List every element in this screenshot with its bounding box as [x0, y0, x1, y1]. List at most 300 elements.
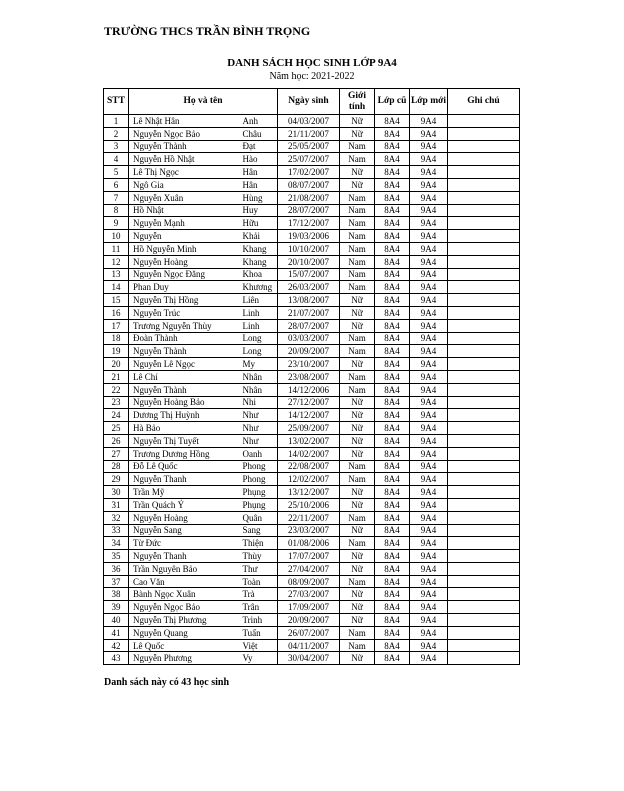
cell-stt: 18 — [104, 332, 129, 345]
cell-old-class: 8A4 — [375, 294, 410, 307]
cell-note — [448, 178, 520, 191]
header-name: Họ và tên — [129, 89, 278, 115]
cell-surname: Nguyễn Ngọc Bảo — [129, 127, 241, 140]
cell-note — [448, 191, 520, 204]
cell-dob: 13/08/2007 — [278, 294, 340, 307]
cell-new-class: 9A4 — [410, 486, 448, 499]
cell-surname: Hà Bảo — [129, 422, 241, 435]
cell-surname: Nguyễn Thanh — [129, 473, 241, 486]
cell-note — [448, 460, 520, 473]
table-row — [104, 498, 520, 511]
cell-dob: 25/10/2006 — [278, 498, 340, 511]
cell-dob: 14/12/2007 — [278, 409, 340, 422]
cell-surname: Dương Thị Huỳnh — [129, 409, 241, 422]
cell-old-class: 8A4 — [375, 601, 410, 614]
cell-new-class: 9A4 — [410, 652, 448, 665]
header-new-class: Lớp mới — [410, 89, 448, 115]
cell-old-class: 8A4 — [375, 486, 410, 499]
cell-dob: 08/09/2007 — [278, 575, 340, 588]
cell-note — [448, 550, 520, 563]
cell-old-class: 8A4 — [375, 588, 410, 601]
cell-stt: 4 — [104, 153, 129, 166]
cell-dob: 22/11/2007 — [278, 511, 340, 524]
cell-gender: Nam — [340, 153, 375, 166]
cell-old-class: 8A4 — [375, 281, 410, 294]
cell-given-name: Việt — [241, 639, 278, 652]
cell-new-class: 9A4 — [410, 588, 448, 601]
cell-gender: Nam — [340, 511, 375, 524]
cell-stt: 12 — [104, 255, 129, 268]
table-row — [104, 486, 520, 499]
cell-gender: Nam — [340, 230, 375, 243]
cell-dob: 23/10/2007 — [278, 358, 340, 371]
cell-given-name: Nhi — [241, 396, 278, 409]
table-row — [104, 115, 520, 128]
cell-surname: Trương Nguyễn Thùy — [129, 319, 241, 332]
cell-surname: Cao Văn — [129, 575, 241, 588]
cell-gender: Nam — [340, 460, 375, 473]
header-gender: Giới tính — [340, 89, 375, 115]
cell-gender: Nữ — [340, 115, 375, 128]
cell-surname: Đoàn Thành — [129, 332, 241, 345]
cell-given-name: Sang — [241, 524, 278, 537]
cell-dob: 14/02/2007 — [278, 447, 340, 460]
table-row — [104, 319, 520, 332]
cell-note — [448, 268, 520, 281]
cell-surname: Lê Nhật Hân — [129, 115, 241, 128]
cell-dob: 28/07/2007 — [278, 319, 340, 332]
cell-stt: 11 — [104, 242, 129, 255]
cell-gender: Nữ — [340, 358, 375, 371]
cell-note — [448, 575, 520, 588]
table-row — [104, 626, 520, 639]
cell-given-name: Tuấn — [241, 626, 278, 639]
cell-gender: Nam — [340, 370, 375, 383]
table-row — [104, 652, 520, 665]
cell-note — [448, 153, 520, 166]
cell-stt: 41 — [104, 626, 129, 639]
cell-old-class: 8A4 — [375, 511, 410, 524]
cell-given-name: Châu — [241, 127, 278, 140]
cell-old-class: 8A4 — [375, 153, 410, 166]
cell-note — [448, 230, 520, 243]
cell-dob: 21/11/2007 — [278, 127, 340, 140]
cell-dob: 04/03/2007 — [278, 115, 340, 128]
cell-stt: 13 — [104, 268, 129, 281]
cell-new-class: 9A4 — [410, 396, 448, 409]
student-table — [103, 88, 520, 665]
header-old-class: Lớp cũ — [375, 89, 410, 115]
table-row — [104, 204, 520, 217]
cell-old-class: 8A4 — [375, 358, 410, 371]
cell-note — [448, 434, 520, 447]
cell-stt: 27 — [104, 447, 129, 460]
cell-gender: Nam — [340, 217, 375, 230]
cell-stt: 8 — [104, 204, 129, 217]
cell-surname: Nguyễn Hoàng — [129, 255, 241, 268]
cell-surname: Từ Đức — [129, 537, 241, 550]
table-row — [104, 588, 520, 601]
cell-dob: 04/11/2007 — [278, 639, 340, 652]
cell-given-name: Nhân — [241, 370, 278, 383]
cell-note — [448, 140, 520, 153]
school-year: Năm học: 2021-2022 — [269, 71, 355, 82]
cell-stt: 9 — [104, 217, 129, 230]
cell-new-class: 9A4 — [410, 409, 448, 422]
cell-gender: Nam — [340, 383, 375, 396]
table-row — [104, 140, 520, 153]
cell-gender: Nữ — [340, 486, 375, 499]
cell-old-class: 8A4 — [375, 460, 410, 473]
cell-given-name: Thùy — [241, 550, 278, 563]
cell-dob: 19/03/2006 — [278, 230, 340, 243]
cell-stt: 42 — [104, 639, 129, 652]
cell-dob: 13/12/2007 — [278, 486, 340, 499]
cell-dob: 28/07/2007 — [278, 204, 340, 217]
cell-given-name: Hào — [241, 153, 278, 166]
cell-note — [448, 447, 520, 460]
cell-note — [448, 562, 520, 575]
cell-old-class: 8A4 — [375, 562, 410, 575]
cell-old-class: 8A4 — [375, 434, 410, 447]
cell-new-class: 9A4 — [410, 281, 448, 294]
cell-given-name: Long — [241, 345, 278, 358]
document-title: DANH SÁCH HỌC SINH LỚP 9A4 — [227, 57, 397, 69]
cell-given-name: My — [241, 358, 278, 371]
cell-surname: Nguyễn Hoàng — [129, 511, 241, 524]
cell-note — [448, 306, 520, 319]
cell-note — [448, 511, 520, 524]
cell-note — [448, 422, 520, 435]
cell-surname: Nguyễn Ngọc Đăng — [129, 268, 241, 281]
cell-stt: 20 — [104, 358, 129, 371]
cell-new-class: 9A4 — [410, 575, 448, 588]
cell-gender: Nữ — [340, 178, 375, 191]
cell-surname: Nguyễn Xuân — [129, 191, 241, 204]
cell-given-name: Khương — [241, 281, 278, 294]
cell-new-class: 9A4 — [410, 178, 448, 191]
cell-given-name: Hữu — [241, 217, 278, 230]
cell-note — [448, 166, 520, 179]
cell-dob: 15/07/2007 — [278, 268, 340, 281]
cell-gender: Nữ — [340, 127, 375, 140]
cell-surname: Nguyễn Thị Tuyết — [129, 434, 241, 447]
cell-given-name: Đạt — [241, 140, 278, 153]
cell-old-class: 8A4 — [375, 127, 410, 140]
cell-gender: Nữ — [340, 422, 375, 435]
cell-new-class: 9A4 — [410, 537, 448, 550]
table-row — [104, 178, 520, 191]
cell-new-class: 9A4 — [410, 115, 448, 128]
cell-stt: 37 — [104, 575, 129, 588]
cell-given-name: Hân — [241, 166, 278, 179]
cell-dob: 20/09/2007 — [278, 614, 340, 627]
cell-note — [448, 242, 520, 255]
footer-summary: Danh sách này có 43 học sinh — [104, 677, 230, 688]
cell-old-class: 8A4 — [375, 217, 410, 230]
cell-given-name: Linh — [241, 306, 278, 319]
table-row — [104, 550, 520, 563]
cell-given-name: Oanh — [241, 447, 278, 460]
cell-note — [448, 255, 520, 268]
cell-stt: 7 — [104, 191, 129, 204]
cell-given-name: Phụng — [241, 486, 278, 499]
cell-gender: Nữ — [340, 166, 375, 179]
cell-gender: Nữ — [340, 396, 375, 409]
cell-dob: 12/02/2007 — [278, 473, 340, 486]
table-row — [104, 306, 520, 319]
cell-gender: Nữ — [340, 306, 375, 319]
cell-given-name: Huy — [241, 204, 278, 217]
cell-note — [448, 294, 520, 307]
cell-new-class: 9A4 — [410, 498, 448, 511]
cell-new-class: 9A4 — [410, 230, 448, 243]
cell-note — [448, 345, 520, 358]
cell-given-name: Phong — [241, 460, 278, 473]
cell-given-name: Khoa — [241, 268, 278, 281]
cell-stt: 22 — [104, 383, 129, 396]
cell-old-class: 8A4 — [375, 614, 410, 627]
table-row — [104, 409, 520, 422]
cell-gender: Nữ — [340, 601, 375, 614]
cell-dob: 23/08/2007 — [278, 370, 340, 383]
cell-note — [448, 204, 520, 217]
cell-gender: Nam — [340, 242, 375, 255]
cell-stt: 38 — [104, 588, 129, 601]
header-dob: Ngày sinh — [278, 89, 340, 115]
cell-old-class: 8A4 — [375, 409, 410, 422]
cell-given-name: Trinh — [241, 614, 278, 627]
cell-gender: Nam — [340, 140, 375, 153]
cell-gender: Nữ — [340, 550, 375, 563]
cell-note — [448, 486, 520, 499]
cell-gender: Nữ — [340, 498, 375, 511]
cell-new-class: 9A4 — [410, 294, 448, 307]
table-row — [104, 460, 520, 473]
cell-gender: Nam — [340, 268, 375, 281]
cell-dob: 27/04/2007 — [278, 562, 340, 575]
cell-surname: Bành Ngọc Xuân — [129, 588, 241, 601]
cell-surname: Nguyễn Mạnh — [129, 217, 241, 230]
cell-stt: 16 — [104, 306, 129, 319]
cell-stt: 28 — [104, 460, 129, 473]
cell-stt: 24 — [104, 409, 129, 422]
cell-stt: 43 — [104, 652, 129, 665]
cell-old-class: 8A4 — [375, 140, 410, 153]
cell-surname: Trần Quách Ý — [129, 498, 241, 511]
cell-given-name: Như — [241, 422, 278, 435]
cell-gender: Nam — [340, 575, 375, 588]
cell-new-class: 9A4 — [410, 140, 448, 153]
cell-stt: 19 — [104, 345, 129, 358]
cell-old-class: 8A4 — [375, 230, 410, 243]
cell-surname: Nguyễn Thành — [129, 140, 241, 153]
table-row — [104, 294, 520, 307]
cell-surname: Nguyễn Phương — [129, 652, 241, 665]
cell-given-name: Hùng — [241, 191, 278, 204]
cell-stt: 3 — [104, 140, 129, 153]
cell-given-name: Khang — [241, 242, 278, 255]
table-row — [104, 383, 520, 396]
cell-note — [448, 473, 520, 486]
cell-note — [448, 319, 520, 332]
cell-gender: Nữ — [340, 409, 375, 422]
cell-surname: Lê Chí — [129, 370, 241, 383]
cell-dob: 26/03/2007 — [278, 281, 340, 294]
cell-given-name: Trà — [241, 588, 278, 601]
header-note: Ghi chú — [448, 89, 520, 115]
cell-old-class: 8A4 — [375, 178, 410, 191]
table-row — [104, 242, 520, 255]
cell-note — [448, 358, 520, 371]
cell-surname: Đỗ Lê Quốc — [129, 460, 241, 473]
cell-stt: 39 — [104, 601, 129, 614]
cell-dob: 21/07/2007 — [278, 306, 340, 319]
cell-surname: Nguyễn — [129, 230, 241, 243]
cell-stt: 17 — [104, 319, 129, 332]
cell-given-name: Thiện — [241, 537, 278, 550]
cell-surname: Nguyễn Hoàng Bảo — [129, 396, 241, 409]
cell-dob: 25/07/2007 — [278, 153, 340, 166]
cell-dob: 13/02/2007 — [278, 434, 340, 447]
cell-surname: Trần Mỹ — [129, 486, 241, 499]
cell-new-class: 9A4 — [410, 306, 448, 319]
cell-gender: Nữ — [340, 588, 375, 601]
cell-given-name: Thư — [241, 562, 278, 575]
cell-gender: Nam — [340, 204, 375, 217]
cell-new-class: 9A4 — [410, 447, 448, 460]
cell-stt: 10 — [104, 230, 129, 243]
cell-old-class: 8A4 — [375, 255, 410, 268]
cell-new-class: 9A4 — [410, 601, 448, 614]
cell-note — [448, 115, 520, 128]
table-row — [104, 255, 520, 268]
cell-gender: Nữ — [340, 319, 375, 332]
cell-surname: Lê Quốc — [129, 639, 241, 652]
cell-surname: Nguyễn Thị Hồng — [129, 294, 241, 307]
cell-dob: 30/04/2007 — [278, 652, 340, 665]
cell-new-class: 9A4 — [410, 217, 448, 230]
cell-new-class: 9A4 — [410, 524, 448, 537]
cell-new-class: 9A4 — [410, 153, 448, 166]
cell-old-class: 8A4 — [375, 473, 410, 486]
cell-dob: 01/08/2006 — [278, 537, 340, 550]
cell-new-class: 9A4 — [410, 422, 448, 435]
cell-dob: 27/12/2007 — [278, 396, 340, 409]
cell-surname: Nguyễn Thành — [129, 345, 241, 358]
cell-surname: Nguyễn Thị Phương — [129, 614, 241, 627]
table-row — [104, 447, 520, 460]
cell-new-class: 9A4 — [410, 127, 448, 140]
cell-gender: Nữ — [340, 614, 375, 627]
cell-old-class: 8A4 — [375, 332, 410, 345]
cell-stt: 32 — [104, 511, 129, 524]
cell-stt: 2 — [104, 127, 129, 140]
cell-old-class: 8A4 — [375, 166, 410, 179]
cell-note — [448, 370, 520, 383]
cell-given-name: Như — [241, 434, 278, 447]
cell-given-name: Liên — [241, 294, 278, 307]
cell-gender: Nam — [340, 345, 375, 358]
cell-old-class: 8A4 — [375, 422, 410, 435]
cell-note — [448, 652, 520, 665]
cell-note — [448, 409, 520, 422]
table-row — [104, 332, 520, 345]
cell-stt: 6 — [104, 178, 129, 191]
cell-given-name: Như — [241, 409, 278, 422]
cell-note — [448, 396, 520, 409]
cell-given-name: Linh — [241, 319, 278, 332]
cell-surname: Phan Duy — [129, 281, 241, 294]
cell-stt: 29 — [104, 473, 129, 486]
school-name: TRƯỜNG THCS TRẦN BÌNH TRỌNG — [104, 24, 311, 38]
cell-given-name: Anh — [241, 115, 278, 128]
cell-surname: Nguyễn Quang — [129, 626, 241, 639]
cell-new-class: 9A4 — [410, 242, 448, 255]
cell-old-class: 8A4 — [375, 306, 410, 319]
table-row — [104, 191, 520, 204]
cell-gender: Nam — [340, 639, 375, 652]
cell-new-class: 9A4 — [410, 639, 448, 652]
cell-surname: Nguyễn Lê Ngọc — [129, 358, 241, 371]
table-row — [104, 230, 520, 243]
cell-old-class: 8A4 — [375, 498, 410, 511]
table-row — [104, 511, 520, 524]
cell-dob: 17/07/2007 — [278, 550, 340, 563]
cell-new-class: 9A4 — [410, 460, 448, 473]
cell-new-class: 9A4 — [410, 268, 448, 281]
cell-old-class: 8A4 — [375, 383, 410, 396]
table-row — [104, 537, 520, 550]
cell-new-class: 9A4 — [410, 191, 448, 204]
table-row — [104, 281, 520, 294]
cell-old-class: 8A4 — [375, 370, 410, 383]
cell-given-name: Hân — [241, 178, 278, 191]
cell-new-class: 9A4 — [410, 345, 448, 358]
cell-stt: 1 — [104, 115, 129, 128]
cell-note — [448, 614, 520, 627]
cell-note — [448, 639, 520, 652]
cell-new-class: 9A4 — [410, 383, 448, 396]
table-row — [104, 166, 520, 179]
cell-dob: 03/03/2007 — [278, 332, 340, 345]
table-row — [104, 562, 520, 575]
cell-surname: Lê Thị Ngọc — [129, 166, 241, 179]
cell-given-name: Trân — [241, 601, 278, 614]
cell-dob: 08/07/2007 — [278, 178, 340, 191]
cell-gender: Nữ — [340, 447, 375, 460]
cell-note — [448, 332, 520, 345]
cell-new-class: 9A4 — [410, 204, 448, 217]
table-row — [104, 473, 520, 486]
cell-gender: Nam — [340, 191, 375, 204]
cell-stt: 35 — [104, 550, 129, 563]
cell-dob: 23/03/2007 — [278, 524, 340, 537]
table-row — [104, 370, 520, 383]
cell-given-name: Nhân — [241, 383, 278, 396]
cell-gender: Nữ — [340, 434, 375, 447]
cell-stt: 5 — [104, 166, 129, 179]
table-row — [104, 358, 520, 371]
cell-given-name: Toàn — [241, 575, 278, 588]
cell-new-class: 9A4 — [410, 434, 448, 447]
cell-stt: 21 — [104, 370, 129, 383]
cell-new-class: 9A4 — [410, 550, 448, 563]
cell-dob: 21/08/2007 — [278, 191, 340, 204]
table-row — [104, 127, 520, 140]
cell-stt: 36 — [104, 562, 129, 575]
cell-dob: 17/12/2007 — [278, 217, 340, 230]
